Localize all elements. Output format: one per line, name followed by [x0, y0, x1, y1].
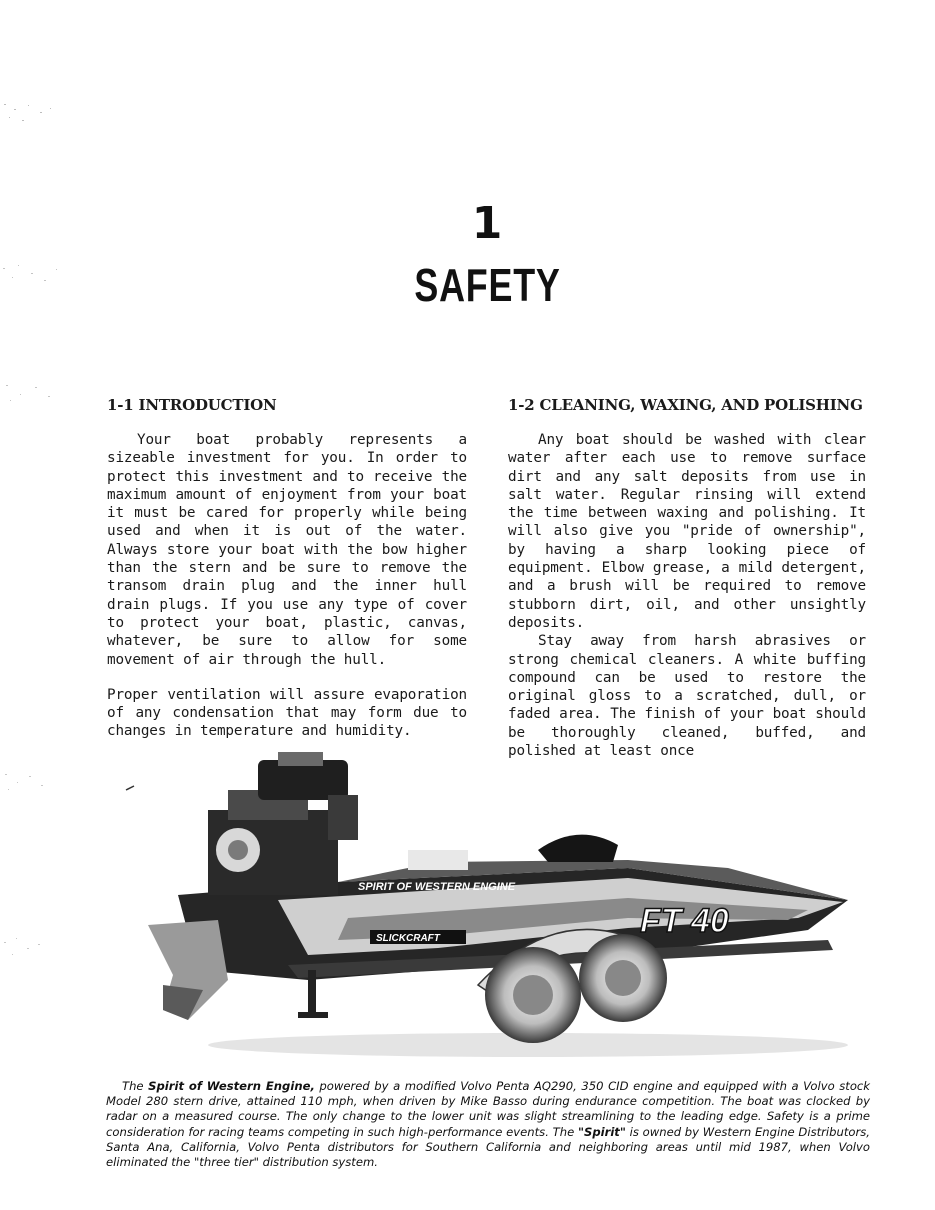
race-boat-photo — [108, 750, 868, 1072]
body-paragraph: Your boat probably represents a sizeable investment for you. In order to protect this investment and to receive the maximum amount of enjoyment from your boat it must be cared for properly while being used and when it is out of the water. Always store your boat with the bow higher than the stern and be sure to remove the transom drain plug and the inner hull drain plugs. If you use any type of cover to protect your boat, plastic, canvas, whatever, be sure to allow for some movement of air through the hull. — [107, 432, 467, 668]
chapter-title: SAFETY — [414, 259, 561, 311]
scan-noise — [0, 770, 70, 796]
scan-noise — [0, 262, 70, 288]
body-paragraph: Proper ventilation will assure evaporation of any condensation that may form due to changes in temperature and humidity. — [107, 686, 467, 740]
body-paragraph: Any boat should be washed with clear water after each use to remove surface dirt and any salt deposits from use in salt water. Regular rinsing will extend the time between waxing and polishing. It will also give you "pride of ownership", by having a sharp looking piece of equipment. Elbow grease, a mild detergent, and a brush will be required to remove stubborn dirt, oil, and other unsightly deposits. — [508, 432, 866, 631]
chapter-number: 1 — [471, 198, 504, 249]
body-paragraph: Stay away from harsh abrasives or strong chemical cleaners. A white buffing compound can be used to restore the original gloss to a scratched, dull, or faded area. The finish of your boat should be thoroughly cleaned, buffed, and polished at least once — [508, 633, 866, 760]
caption-boat-name: Spirit of Western Engine, — [148, 1079, 315, 1093]
brand-decal: SLICKCRAFT — [376, 933, 440, 944]
caption-spirit: "Spirit" — [577, 1124, 626, 1139]
caption-text: powered by a modified Volvo Penta AQ290, 350 CID engine and equipped with a Volvo stock Model 280 stern drive, attained 110 mph, when driven by Mike Basso during endurance competition. The boat was clocked by radar on a measured course. The only change to the lower unit was slight streamlining to the leading edge. Safety is a prime consideration for racing teams competing in such high-performance events. The — [106, 1079, 870, 1139]
caption-text: is owned by Western Engine Distributors, Santa Ana, California, Volvo Penta distributors for Southern California and neighboring areas until mid 1987, when Volvo eliminated the "three tier" distribution system. — [106, 1124, 870, 1170]
hull-lettering: SPIRIT OF WESTERN ENGINE — [358, 881, 516, 893]
photo-caption — [106, 1079, 870, 1170]
right-column — [508, 396, 866, 760]
scan-noise — [0, 380, 70, 406]
caption-lead: The — [122, 1079, 149, 1093]
scan-noise — [0, 100, 70, 126]
section-heading-introduction: 1-1 INTRODUCTION — [107, 396, 277, 414]
windshield — [538, 835, 618, 862]
scan-noise — [0, 935, 70, 961]
race-number-decal: FT 40 — [640, 902, 729, 940]
left-column — [107, 396, 467, 741]
section-heading-cleaning: 1-2 CLEANING, WAXING, AND POLISHING — [508, 396, 863, 414]
trailer-stand — [308, 970, 316, 1015]
